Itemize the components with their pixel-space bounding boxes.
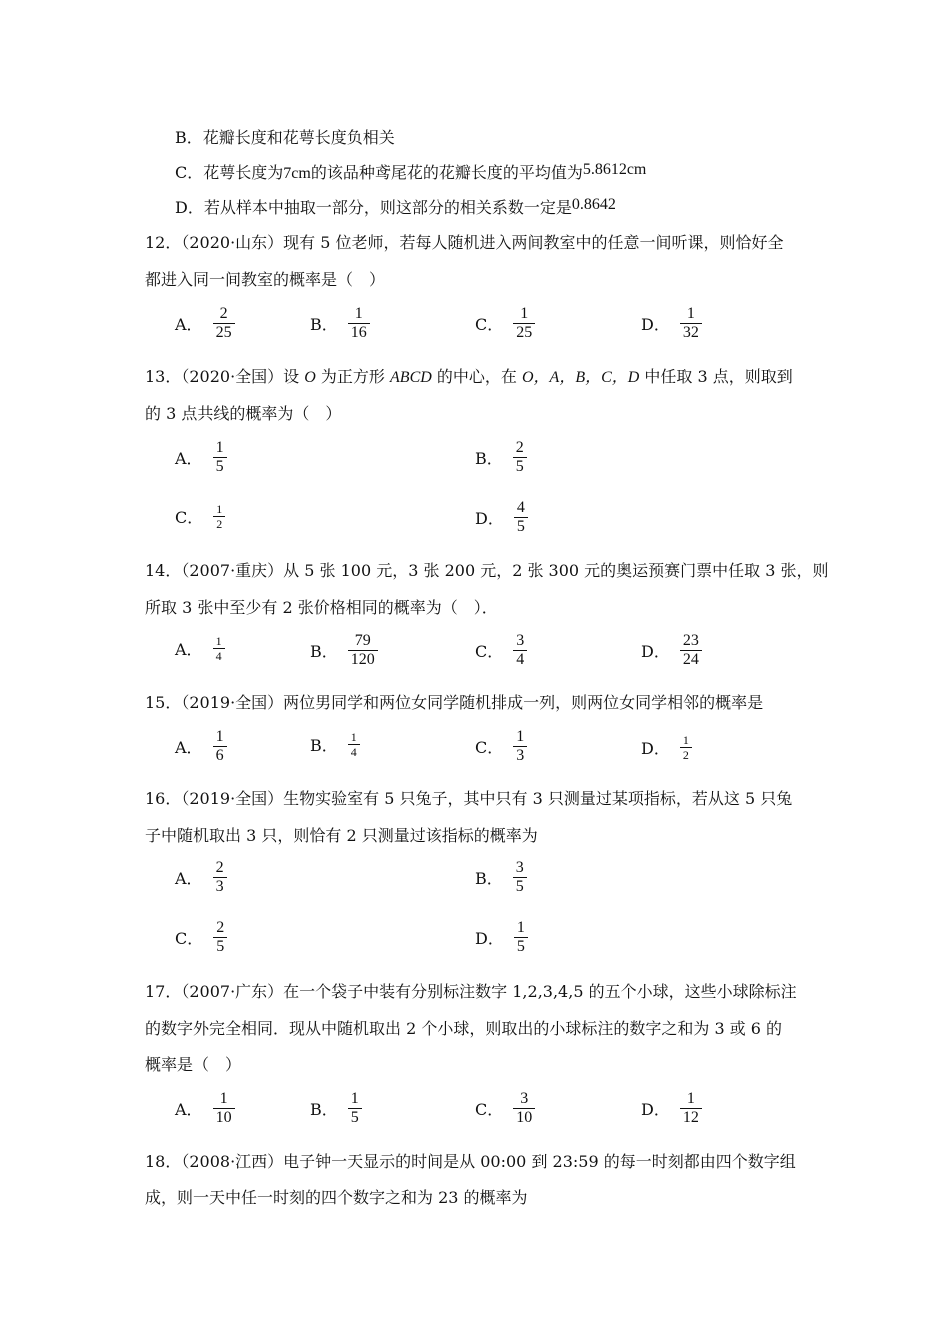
q12-stem-line1: 12．（2020·山东）现有 5 位老师，若每人随机进入两间教室中的任意一间听课，则恰好全 (145, 233, 784, 252)
fraction: $\frac{3}{4}$ (513, 632, 527, 669)
fraction: $\frac{2}{3}$ (213, 859, 227, 896)
q14-stem-line1: 14．（2007·重庆）从 5 张 100 元，3 张 200 元，2 张 300 元的奥运预赛门票中任取 3 张，则 (145, 561, 829, 580)
q14-stem-line2: 所取 3 张中至少有 2 张价格相同的概率为（ ）． (145, 598, 498, 617)
fraction: $\frac{1}{2}$ (680, 733, 692, 762)
fraction: $\frac{4}{5}$ (514, 499, 528, 536)
fraction: $\frac{2}{25}$ (213, 305, 235, 342)
fraction: $\frac{3}{10}$ (513, 1090, 535, 1127)
q18-stem-line2: 成，则一天中任一时刻的四个数字之和为 23 的概率为 (145, 1188, 528, 1207)
q17-stem-line2: 的数字外完全相同．现从中随机取出 2 个小球，则取出的小球标注的数字之和为 3 或 6 的 (145, 1019, 783, 1038)
q13-stem-line2: 的 3 点共线的概率为（ ） (145, 404, 342, 423)
fraction: $\frac{1}{16}$ (348, 305, 370, 342)
q12-stem-line2: 都进入同一间教室的概率是（ ） (145, 270, 386, 289)
fraction: $\frac{1}{5}$ (213, 439, 227, 476)
q12-option-a: A． $\frac{2}{25}$ (175, 305, 235, 342)
q16-stem-line1: 16．（2019·全国）生物实验室有 5 只兔子，其中只有 3 只测量过某项指标，若从这 5 只兔 (145, 789, 793, 808)
fraction: $\frac{1}{5}$ (514, 919, 528, 956)
fraction: $\frac{2}{5}$ (213, 919, 227, 956)
fraction: $\frac{1}{6}$ (213, 728, 227, 765)
fraction: $\frac{1}{4}$ (348, 730, 360, 759)
fraction: $\frac{2}{5}$ (513, 439, 527, 476)
q11-option-b: B．花瓣长度和花萼长度负相关 (175, 128, 395, 147)
fraction: $\frac{1}{4}$ (213, 634, 225, 663)
fraction: $\frac{23}{24}$ (680, 632, 702, 669)
q12-option-b: B． $\frac{1}{16}$ (310, 305, 370, 342)
q13-option-b: B． $\frac{2}{5}$ (475, 439, 527, 476)
fraction: $\frac{1}{12}$ (680, 1090, 702, 1127)
fraction: $\frac{1}{32}$ (680, 305, 702, 342)
q13-option-c: C． $\frac{1}{2}$ (175, 502, 225, 531)
q15-option-d: D． $\frac{1}{2}$ (641, 733, 692, 762)
q13-option-d: D． $\frac{4}{5}$ (475, 499, 528, 536)
q11-option-c: C．花萼长度为7cm的该品种鸢尾花的花瓣长度的平均值为5.8612cm (175, 161, 647, 182)
q16-option-b: B． $\frac{3}{5}$ (475, 859, 527, 896)
q17-option-c: C． $\frac{3}{10}$ (475, 1090, 535, 1127)
q12-option-c: C． $\frac{1}{25}$ (475, 305, 535, 342)
q11-option-d: D．若从样本中抽取一部分，则这部分的相关系数一定是0.8642 (175, 196, 616, 217)
q14-option-a: A． $\frac{1}{4}$ (175, 634, 225, 663)
fraction: $\frac{1}{3}$ (513, 728, 527, 765)
q17-option-d: D． $\frac{1}{12}$ (641, 1090, 702, 1127)
q15-option-a: A． $\frac{1}{6}$ (175, 728, 227, 765)
fraction: $\frac{1}{10}$ (213, 1090, 235, 1127)
q14-option-d: D． $\frac{23}{24}$ (641, 632, 702, 669)
q14-option-c: C． $\frac{3}{4}$ (475, 632, 527, 669)
q17-option-a: A． $\frac{1}{10}$ (175, 1090, 235, 1127)
fraction: $\frac{1}{2}$ (213, 502, 225, 531)
q15-stem-line1: 15．（2019·全国）两位男同学和两位女同学随机排成一列，则两位女同学相邻的概率是 (145, 693, 764, 712)
fraction: $\frac{79}{120}$ (348, 632, 378, 669)
q17-stem-line3: 概率是（ ） (145, 1055, 242, 1074)
q15-option-c: C． $\frac{1}{3}$ (475, 728, 527, 765)
q16-stem-line2: 子中随机取出 3 只，则恰有 2 只测量过该指标的概率为 (145, 826, 538, 845)
q16-option-c: C． $\frac{2}{5}$ (175, 919, 227, 956)
q12-option-d: D． $\frac{1}{32}$ (641, 305, 702, 342)
q13-stem-line1: 13．（2020·全国）设 O 为正方形 ABCD 的中心，在 O，A，B，C，D 中任取 3 点，则取到 (145, 367, 793, 386)
q14-option-b: B． $\frac{79}{120}$ (310, 632, 378, 669)
q15-option-b: B． $\frac{1}{4}$ (310, 730, 360, 759)
fraction: $\frac{1}{25}$ (513, 305, 535, 342)
q17-stem-line1: 17．（2007·广东）在一个袋子中装有分别标注数字 1,2,3,4,5 的五个小球，这些小球除标注 (145, 982, 797, 1001)
q18-stem-line1: 18．（2008·江西）电子钟一天显示的时间是从 00:00 到 23:59 的每一时刻都由四个数字组 (145, 1152, 796, 1171)
q16-option-d: D． $\frac{1}{5}$ (475, 919, 528, 956)
fraction: $\frac{3}{5}$ (513, 859, 527, 896)
q16-option-a: A． $\frac{2}{3}$ (175, 859, 227, 896)
fraction: $\frac{1}{5}$ (348, 1090, 362, 1127)
q17-option-b: B． $\frac{1}{5}$ (310, 1090, 362, 1127)
q13-option-a: A． $\frac{1}{5}$ (175, 439, 227, 476)
